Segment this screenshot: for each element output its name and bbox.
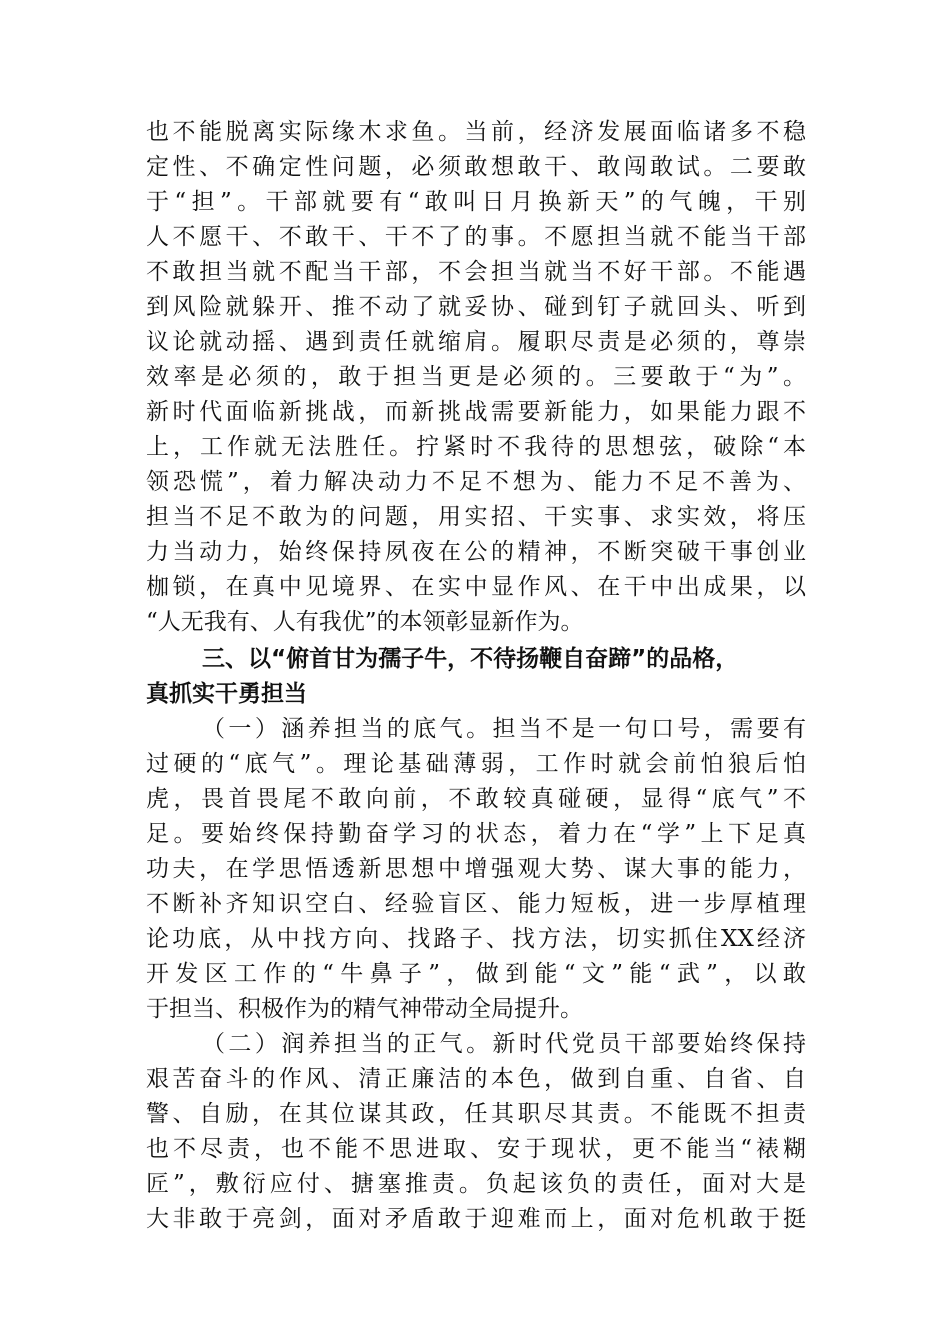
text-line: 过硬的“底气”。理论基础薄弱，工作时就会前怕狼后怕 [146,751,806,777]
text-line: 大非敢于亮剑，面对矛盾敢于迎难而上，面对危机敢于挺 [146,1206,806,1232]
text-line: 功夫，在学思悟透新思想中增强观大势、谋大事的能力， [146,856,806,882]
text-line: 到风险就躲开、推不动了就妥协、碰到钉子就回头、听到 [146,294,806,320]
text-line: 定性、不确定性问题，必须敢想敢干、敢闯敢试。二要敢 [146,154,806,180]
text-line: 效率是必须的，敢于担当更是必须的。三要敢于“为”。 [146,364,806,390]
text-line: 也不能脱离实际缘木求鱼。当前，经济发展面临诸多不稳 [146,119,806,145]
text-line: 担当不足不敢为的问题，用实招、干实事、求实效，将压 [146,504,806,530]
text-line: 艰苦奋斗的作风、清正廉洁的本色，做到自重、自省、自 [146,1066,806,1092]
text-line: 足。要始终保持勤奋学习的状态，着力在“学”上下足真 [146,821,806,847]
text-line: 警、自励，在其位谋其政，任其职尽其责。不能既不担责 [146,1101,806,1127]
text-line: 开发区工作的“牛鼻子”，做到能“文”能“武”，以敢 [146,961,806,987]
text-line: 上，工作就无法胜任。拧紧时不我待的思想弦，破除“本 [146,434,806,460]
text-line: 也不尽责，也不能不思进取、安于现状，更不能当“裱糊 [146,1136,806,1162]
text-line: 议论就动摇、遇到责任就缩肩。履职尽责是必须的，尊崇 [146,329,806,355]
text-line: 不敢担当就不配当干部，不会担当就当不好干部。不能遇 [146,259,806,285]
text-line: 论功底，从中找方向、找路子、找方法，切实抓住XX经济 [146,926,806,952]
paragraph-subsection-1 [146,712,806,1027]
text-line: 新时代面临新挑战，而新挑战需要新能力，如果能力跟不 [146,399,806,425]
text-line: 人不愿干、不敢干、干不了的事。不愿担当就不能当干部 [146,224,806,250]
text-line: 虎，畏首畏尾不敢向前，不敢较真碰硬，显得“底气”不 [146,786,806,812]
heading-line: 三、以“俯首甘为孺子牛，不待扬鞭自奋蹄”的品格， [202,646,739,672]
text-line: 匠”，敷衍应付、搪塞推责。负起该负的责任，面对大是 [146,1171,806,1197]
text-line: （一）涵养担当的底气。担当不是一句口号，需要有 [202,716,806,742]
text-line: 领恐慌”，着力解决动力不足不想为、能力不足不善为、 [146,469,806,495]
text-line: 不断补齐知识空白、经验盲区、能力短板，进一步厚植理 [146,891,806,917]
text-line: （二）润养担当的正气。新时代党员干部要始终保持 [202,1031,806,1057]
text-line: “人无我有、人有我优”的本领彰显新作为。 [146,609,584,635]
paragraph-subsection-2 [146,1027,806,1237]
section-heading [146,642,806,712]
text-line: 枷锁，在真中见境界、在实中显作风、在干中出成果，以 [146,574,806,600]
paragraph-continuation [146,115,806,640]
text-line: 力当动力，始终保持夙夜在公的精神，不断突破干事创业 [146,539,806,565]
text-line: 于担当、积极作为的精气神带动全局提升。 [146,996,583,1022]
heading-line: 真抓实干勇担当 [146,681,307,707]
text-line: 于“担”。干部就要有“敢叫日月换新天”的气魄，干别 [146,189,806,215]
